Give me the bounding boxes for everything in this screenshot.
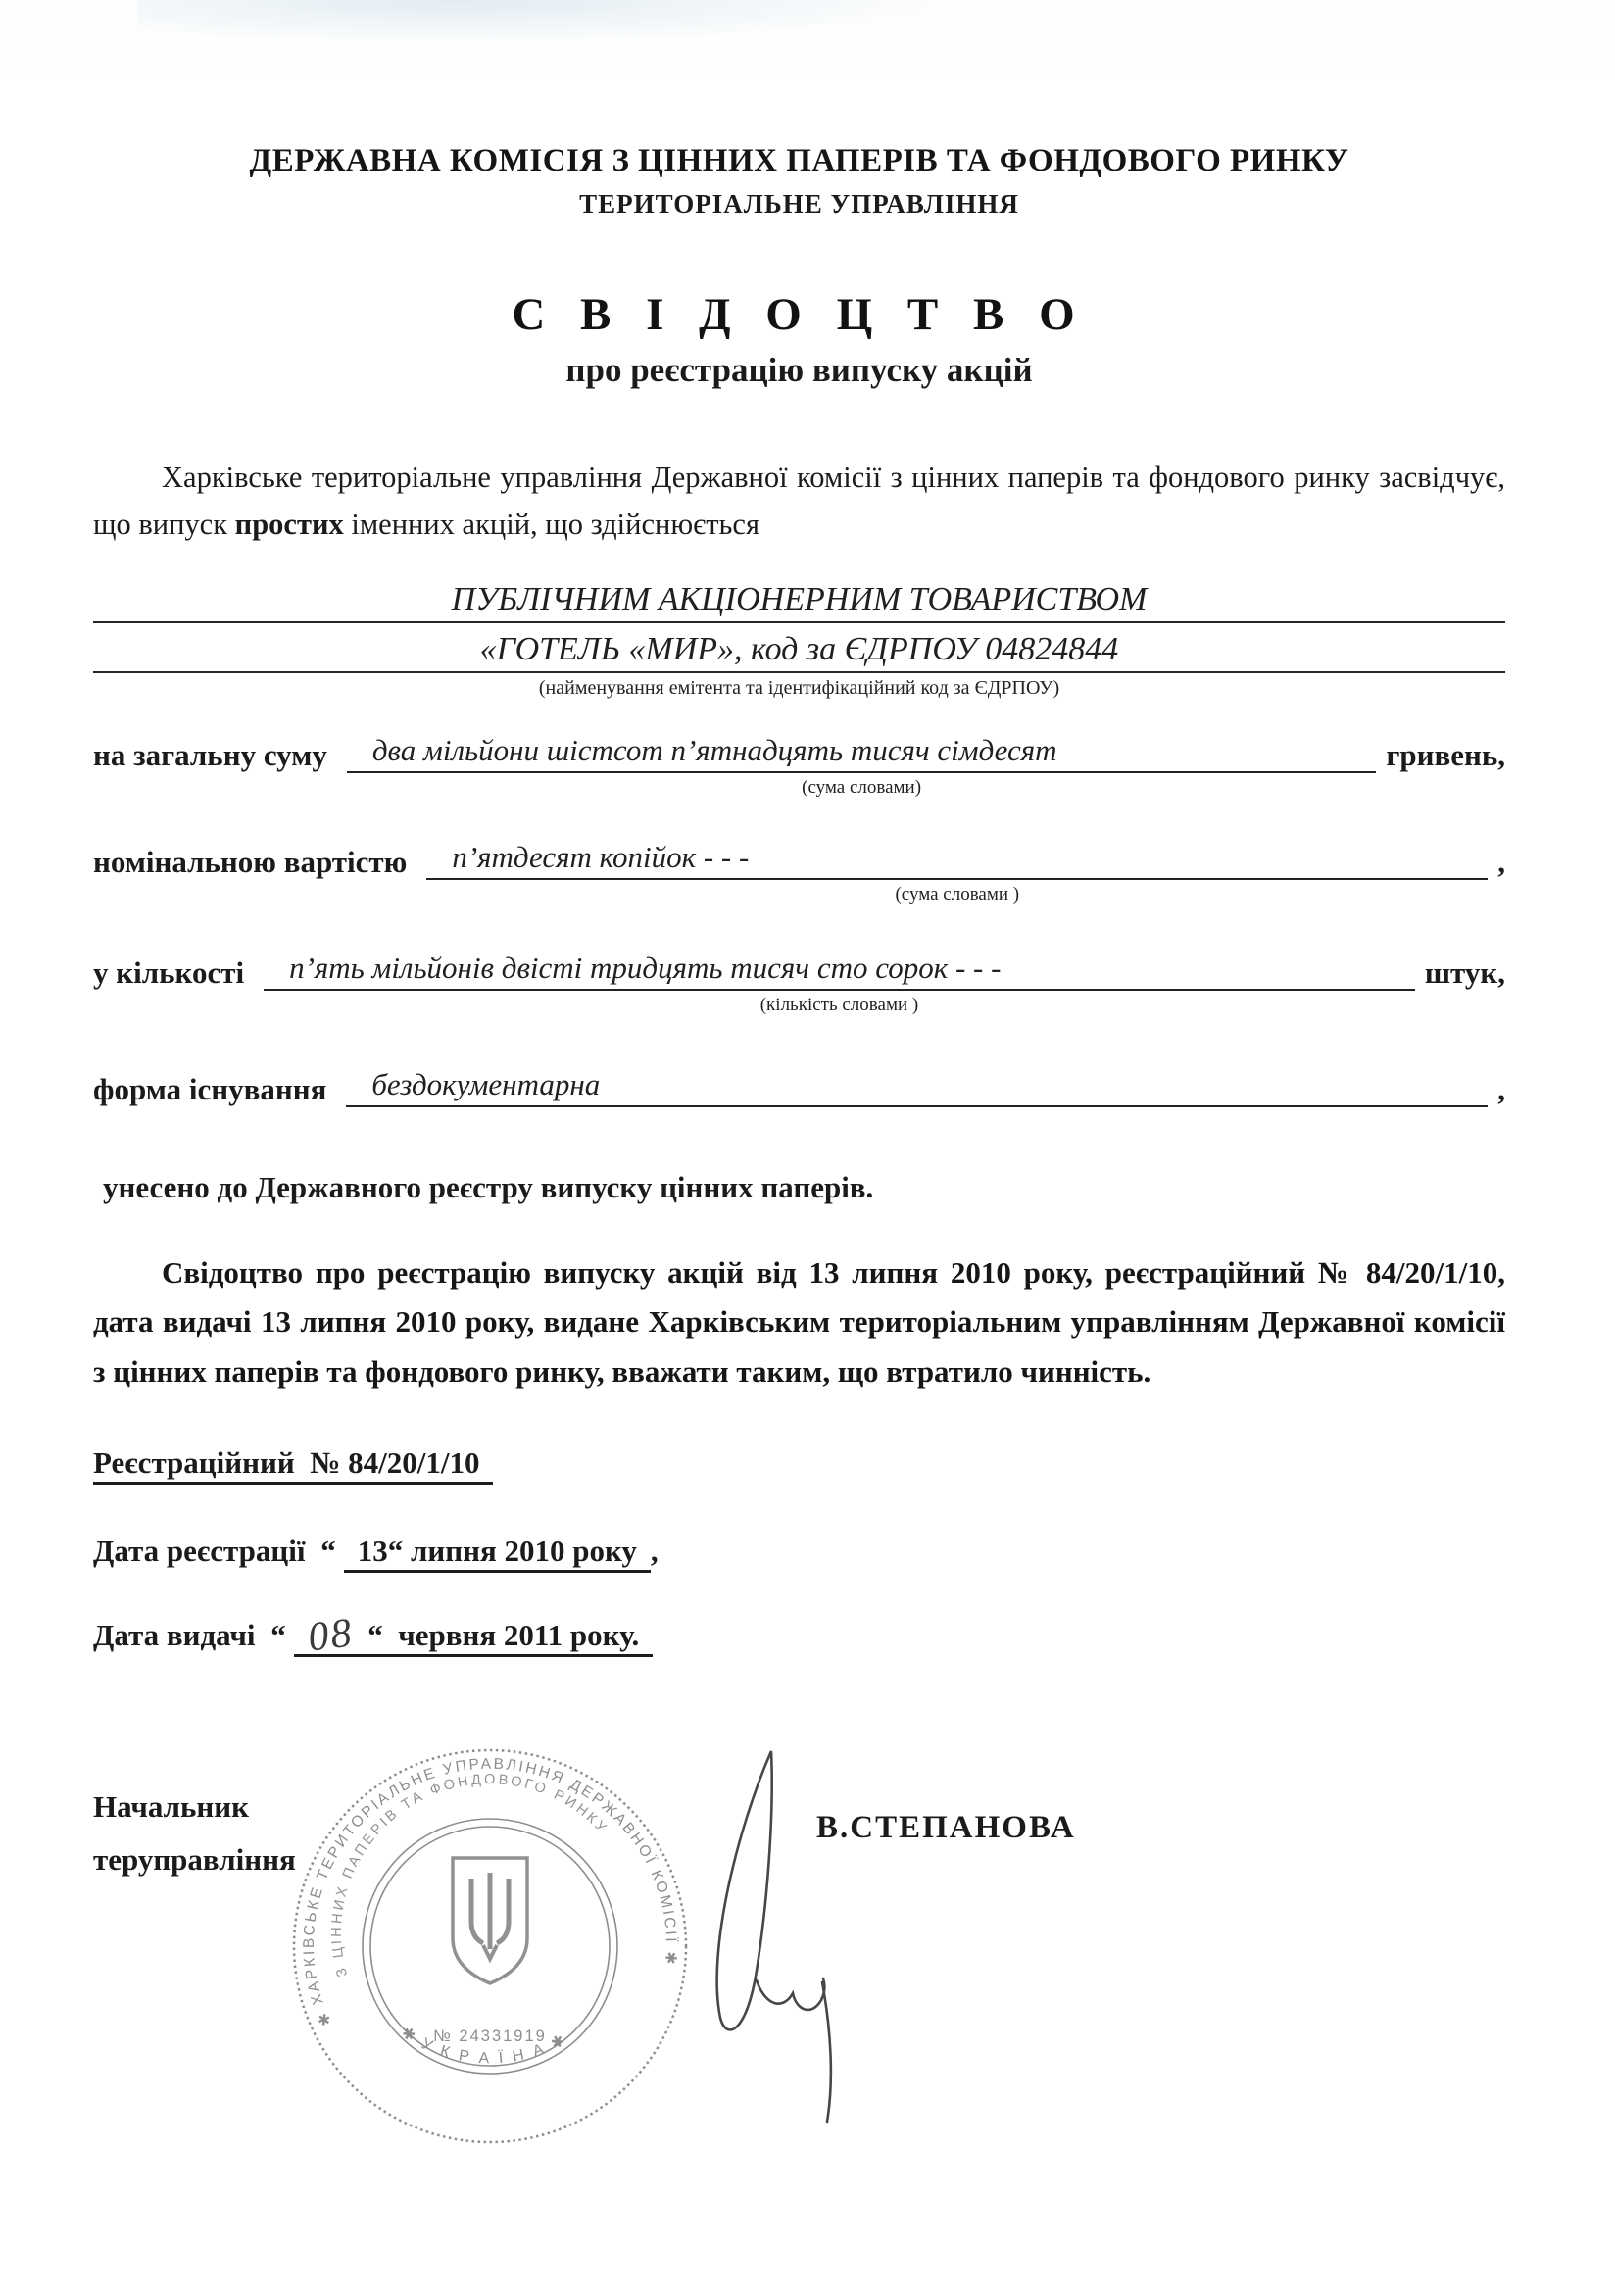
issuer-block — [93, 581, 1505, 700]
field-existence-form — [93, 1067, 1505, 1107]
nominal-value-label: номінальною вартістю — [93, 845, 408, 880]
authority-name: ДЕРЖАВНА КОМІСІЯ З ЦІННИХ ПАПЕРІВ ТА ФОНДОВОГО РИНКУ — [249, 143, 1349, 178]
issue-date-label: Дата видачі — [93, 1617, 256, 1652]
quantity-label: у кількості — [93, 955, 245, 991]
field-nominal-value — [93, 840, 1505, 905]
signature-svg — [603, 1737, 897, 2129]
issue-date-underlined — [294, 1610, 653, 1661]
quantity-value: п’ять мільйонів двісті тридцять тисяч сто сорок - - - — [264, 951, 1415, 991]
issuer-code-line: «ГОТЕЛЬ «МИР», код за ЄДРПОУ 04824844 — [93, 631, 1505, 673]
signature-loop-stroke — [717, 1751, 772, 2029]
certificate-title: С В І Д О Ц Т В О — [512, 289, 1087, 340]
intro-text-start: Харківське територіальне управління Державної комісії з цінних паперів та фондового ринку засвідчує, що випуск — [93, 461, 1505, 541]
total-sum-label: на загальну суму — [93, 738, 327, 773]
registration-date-line — [93, 1534, 1505, 1569]
registration-date-label: Дата реєстрації — [93, 1533, 306, 1568]
signatory-position-line2: теруправління — [93, 1842, 296, 1878]
signature-tail-stroke — [822, 1982, 831, 2122]
registration-date-underlined: 13“ липня 2010 року — [344, 1534, 651, 1573]
registration-number-line — [93, 1445, 1505, 1481]
existence-form-suffix: , — [1497, 1072, 1505, 1107]
registry-entry-line: унесено до Державного реєстру випуску цінних паперів. — [103, 1170, 874, 1205]
registration-date-tail: , — [650, 1533, 659, 1568]
intro-bold-word: простих — [234, 507, 344, 541]
authority-subdivision: ТЕРИТОРІАЛЬНЕ УПРАВЛІННЯ — [579, 189, 1019, 219]
stamp-number-text: № 24331919 — [433, 2027, 547, 2045]
issuer-name-line: ПУБЛІЧНИМ АКЦІОНЕРНИМ ТОВАРИСТВОМ — [93, 581, 1505, 623]
existence-form-value: бездокументарна — [346, 1067, 1488, 1107]
nominal-value-value: п’ятдесят копійок - - - — [426, 840, 1488, 880]
nominal-value-caption: (сума словами ) — [895, 884, 1020, 905]
stamp-ring-outer-textpath: ✱ ХАРКІВСЬКЕ ТЕРИТОРІАЛЬНЕ УПРАВЛІННЯ ДЕРЖАВНОЇ КОМІСІЇ ✱ — [300, 1755, 680, 2028]
total-sum-value: два мільйони шістсот п’ятнадцять тисяч сімдесят — [347, 733, 1376, 773]
registration-date-open-quote: “ — [320, 1533, 336, 1568]
signatory-position-line1: Начальник — [93, 1788, 249, 1824]
field-quantity — [93, 951, 1505, 1016]
issue-date-line — [93, 1610, 1505, 1661]
intro-text-end: іменних акцій, що здійснюється — [343, 507, 759, 541]
registration-number-value: № 84/20/1/10 — [310, 1444, 480, 1480]
signature-footer — [93, 1747, 1505, 2296]
total-sum-suffix: гривень, — [1386, 738, 1505, 773]
revocation-paragraph: Свідоцтво про реєстрацію випуску акцій від 13 липня 2010 року, реєстраційний № 84/20/1/10, дата видачі 13 липня 2010 року, видане Харківським територіальним управлінням Державної комісії з цінних паперів та фондового ринку, вважати таким, що втратило чинність. — [93, 1255, 1505, 1389]
quantity-caption: (кількість словами ) — [759, 995, 919, 1016]
signatory-position — [93, 1781, 296, 1887]
signatory-name: В.СТЕПАНОВА — [816, 1809, 1076, 1845]
stamp-country-textpath: ✱ У К Р А Ї Н А ✱ — [398, 2024, 571, 2068]
registration-number-underlined — [93, 1445, 493, 1485]
issue-date-rest: червня 2011 року. — [398, 1617, 640, 1652]
certificate-subtitle: про реєстрацію випуску акцій — [565, 351, 1033, 389]
scan-artifact — [137, 0, 941, 45]
trident-icon — [453, 1858, 527, 1983]
field-total-sum — [93, 733, 1505, 799]
registration-number-label: Реєстраційний — [93, 1444, 295, 1480]
total-sum-caption: (сума словами) — [802, 777, 922, 799]
handwritten-signature — [603, 1737, 897, 2129]
nominal-value-suffix: , — [1497, 845, 1505, 880]
stamp-ring-inner-textpath: З ЦІННИХ ПАПЕРІВ ТА ФОНДОВОГО РИНКУ — [328, 1771, 612, 1978]
signature-wave-stroke — [757, 1978, 824, 2010]
issue-date-day-handwritten: 08 — [305, 1610, 356, 1661]
issue-date-close-quote: “ — [367, 1617, 383, 1652]
issue-date-open-quote: “ — [270, 1617, 286, 1652]
quantity-suffix: штук, — [1424, 955, 1505, 991]
existence-form-label: форма існування — [93, 1072, 327, 1107]
issuer-caption: (найменування емітента та ідентифікаційний код за ЄДРПОУ) — [538, 677, 1060, 700]
intro-paragraph — [93, 455, 1505, 548]
